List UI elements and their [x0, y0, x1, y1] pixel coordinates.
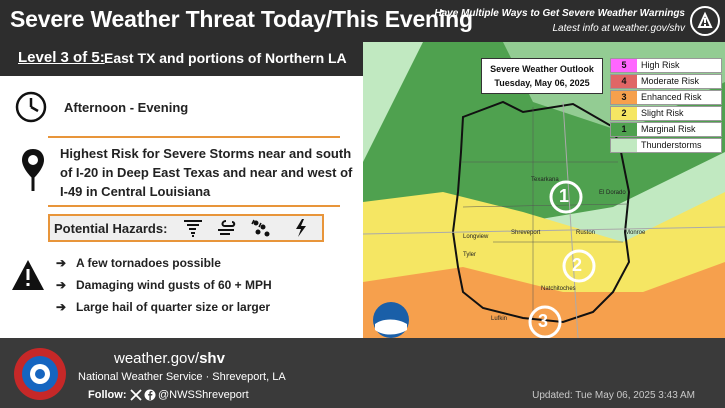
city-label: Texarkana: [531, 177, 559, 183]
zone-label-1: 1: [559, 186, 570, 206]
website-link[interactable]: weather.gov/shv: [114, 350, 225, 367]
city-label: Ruston: [576, 230, 596, 236]
risk-level-label: Level 3 of 5:: [18, 49, 105, 66]
facebook-icon[interactable]: [144, 389, 156, 401]
hazards-box: [48, 214, 324, 242]
updated-timestamp: Updated: Tue May 06, 2025 3:43 AM: [532, 390, 695, 401]
divider: [48, 205, 340, 207]
legend-item: Thunderstorms: [610, 138, 722, 153]
weather-alert-logo-icon: [689, 5, 721, 37]
hazard-bullet: ➔ Large hail of quarter size or larger: [56, 300, 271, 314]
x-twitter-icon[interactable]: [130, 389, 142, 401]
hazards-label: Potential Hazards:: [54, 221, 168, 236]
divider: [48, 136, 340, 138]
location-pin-icon: [20, 147, 46, 193]
social-handle[interactable]: @NWSShreveport: [158, 389, 249, 401]
legend-item: 5 High Risk: [610, 58, 722, 73]
footer: [0, 338, 725, 408]
follow-label: Follow:: [88, 389, 127, 401]
hazard-bullet: ➔ A few tornadoes possible: [56, 256, 221, 270]
city-label: Longview: [463, 234, 489, 240]
city-label: Shreveport: [511, 230, 541, 236]
header-info-link[interactable]: Latest info at weather.gov/shv: [552, 23, 685, 34]
info-panel: [0, 42, 363, 338]
city-label: Tyler: [463, 252, 477, 258]
clock-icon: [14, 90, 48, 124]
noaa-logo-icon: [371, 300, 411, 338]
header-tagline: Have Multiple Ways to Get Severe Weather Warnings: [434, 8, 685, 19]
zone-label-2: 2: [572, 255, 583, 275]
timing-text: Afternoon - Evening: [64, 100, 189, 115]
risk-legend: [610, 58, 722, 154]
city-label: Natchitoches: [541, 286, 576, 292]
hazard-bullet: ➔ Damaging wind gusts of 60 + MPH: [56, 278, 272, 292]
risk-level-bar: [0, 42, 363, 76]
city-label: El Dorado: [599, 190, 626, 196]
legend-item: 2 Slight Risk: [610, 106, 722, 121]
header: [0, 0, 725, 42]
lightning-icon: [290, 218, 312, 238]
wind-icon: [216, 218, 238, 238]
hail-icon: [250, 218, 272, 238]
outlook-title-box: Severe Weather Outlook Tuesday, May 06, 2025: [481, 58, 603, 94]
warning-triangle-icon: [10, 258, 46, 292]
city-label: Lufkin: [491, 316, 508, 322]
highest-risk-text: Highest Risk for Severe Storms near and south of I-20 in Deep East Texas and near and west of I-49 in Central Louisiana: [60, 146, 353, 199]
legend-item: 4 Moderate Risk: [610, 74, 722, 89]
outlook-map: [363, 42, 725, 338]
risk-area-text: East TX and portions of Northern LA: [104, 50, 347, 66]
tornado-icon: [182, 218, 204, 238]
legend-item: 3 Enhanced Risk: [610, 90, 722, 105]
legend-item: 1 Marginal Risk: [610, 122, 722, 137]
page-title: Severe Weather Threat Today/This Evening: [10, 6, 473, 32]
city-label: Monroe: [625, 230, 646, 236]
zone-label-3: 3: [538, 311, 549, 331]
nws-seal-icon: [12, 346, 68, 402]
office-name: National Weather Service · Shreveport, LA: [78, 371, 286, 383]
